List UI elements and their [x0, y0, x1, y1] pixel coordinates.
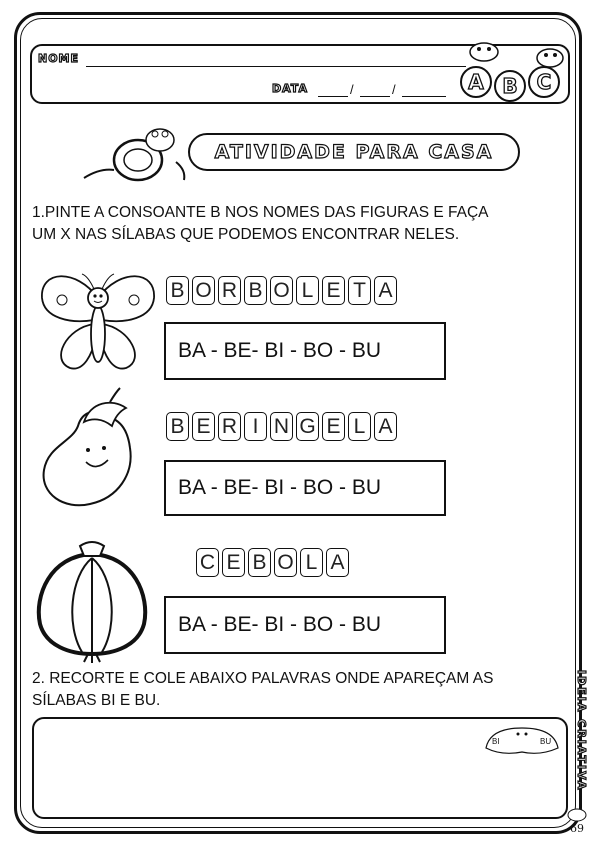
frog-head-icon [537, 49, 563, 67]
instruction-2 [32, 668, 568, 712]
frog-lifebuoy-illustration [80, 118, 190, 198]
data-label: DATA [272, 82, 308, 95]
syllables-box-2[interactable]: BA - BE- BI - BO - BU [164, 460, 446, 516]
letter-box[interactable]: R [218, 276, 241, 305]
letter-box[interactable]: E [322, 276, 345, 305]
abc-letter-a [461, 67, 491, 97]
onion-icon [30, 536, 154, 664]
page-number: 69 [570, 822, 584, 835]
letter-box[interactable]: G [296, 412, 319, 441]
letter-box[interactable]: A [326, 548, 349, 577]
eggplant-icon [34, 386, 146, 514]
letter-box[interactable]: O [270, 276, 293, 305]
data-sep-1: / [350, 82, 354, 97]
letter-box[interactable]: L [300, 548, 323, 577]
letter-box[interactable]: O [192, 276, 215, 305]
data-month-line[interactable] [360, 96, 390, 97]
activity-title-text: ATIVIDADE PARA CASA [214, 141, 494, 163]
word-borboleta [166, 276, 397, 305]
letter-box[interactable]: L [296, 276, 319, 305]
letter-box[interactable]: T [348, 276, 371, 305]
letter-box[interactable]: I [244, 412, 267, 441]
data-sep-2: / [392, 82, 396, 97]
instruction-2-line2: SÍLABAS BI E BU. [32, 692, 161, 709]
letter-box[interactable]: A [374, 276, 397, 305]
letter-box[interactable]: A [374, 412, 397, 441]
svg-text:A: A [468, 70, 484, 94]
butterfly-icon [36, 268, 160, 376]
instruction-1-line1: 1.PINTE A CONSOANTE B NOS NOMES DAS FIGURAS E FAÇA [32, 204, 489, 221]
instruction-2-line1: 2. RECORTE E COLE ABAIXO PALAVRAS ONDE APAREÇAM AS [32, 670, 494, 687]
data-day-line[interactable] [318, 96, 348, 97]
badge-bi: BI [492, 737, 500, 746]
nome-line[interactable] [86, 66, 466, 67]
word-cebola [196, 548, 349, 577]
frog-icon [146, 129, 174, 151]
svg-text:B: B [502, 74, 518, 98]
svg-text:C: C [536, 70, 552, 94]
nome-label: NOME [38, 52, 80, 65]
data-year-line[interactable] [402, 96, 446, 97]
letter-box[interactable]: N [270, 412, 293, 441]
letter-box[interactable]: C [196, 548, 219, 577]
letter-box[interactable]: E [192, 412, 215, 441]
abc-letter-c [529, 67, 559, 97]
brand-side-text: IDEIA CRIATIVA [575, 670, 588, 792]
letter-box[interactable]: B [166, 412, 189, 441]
activity-title [188, 133, 520, 171]
word-beringela [166, 412, 397, 441]
abc-frogs-illustration [452, 30, 570, 108]
instruction-1-line2: UM X NAS SÍLABAS QUE PODEMOS ENCONTRAR NELES. [32, 226, 460, 243]
frog-head-icon [470, 43, 498, 61]
abc-letter-b [495, 71, 525, 101]
letter-box[interactable]: B [248, 548, 271, 577]
badge-bu: BU [540, 737, 552, 746]
letter-box[interactable]: O [274, 548, 297, 577]
letter-box[interactable]: E [222, 548, 245, 577]
syllables-box-1[interactable]: BA - BE- BI - BO - BU [164, 322, 446, 380]
instruction-1 [32, 202, 568, 246]
letter-box[interactable]: L [348, 412, 371, 441]
letter-box[interactable]: B [166, 276, 189, 305]
letter-box[interactable]: B [244, 276, 267, 305]
letter-box[interactable]: E [322, 412, 345, 441]
syllables-box-3[interactable]: BA - BE- BI - BO - BU [164, 596, 446, 654]
letter-box[interactable]: R [218, 412, 241, 441]
